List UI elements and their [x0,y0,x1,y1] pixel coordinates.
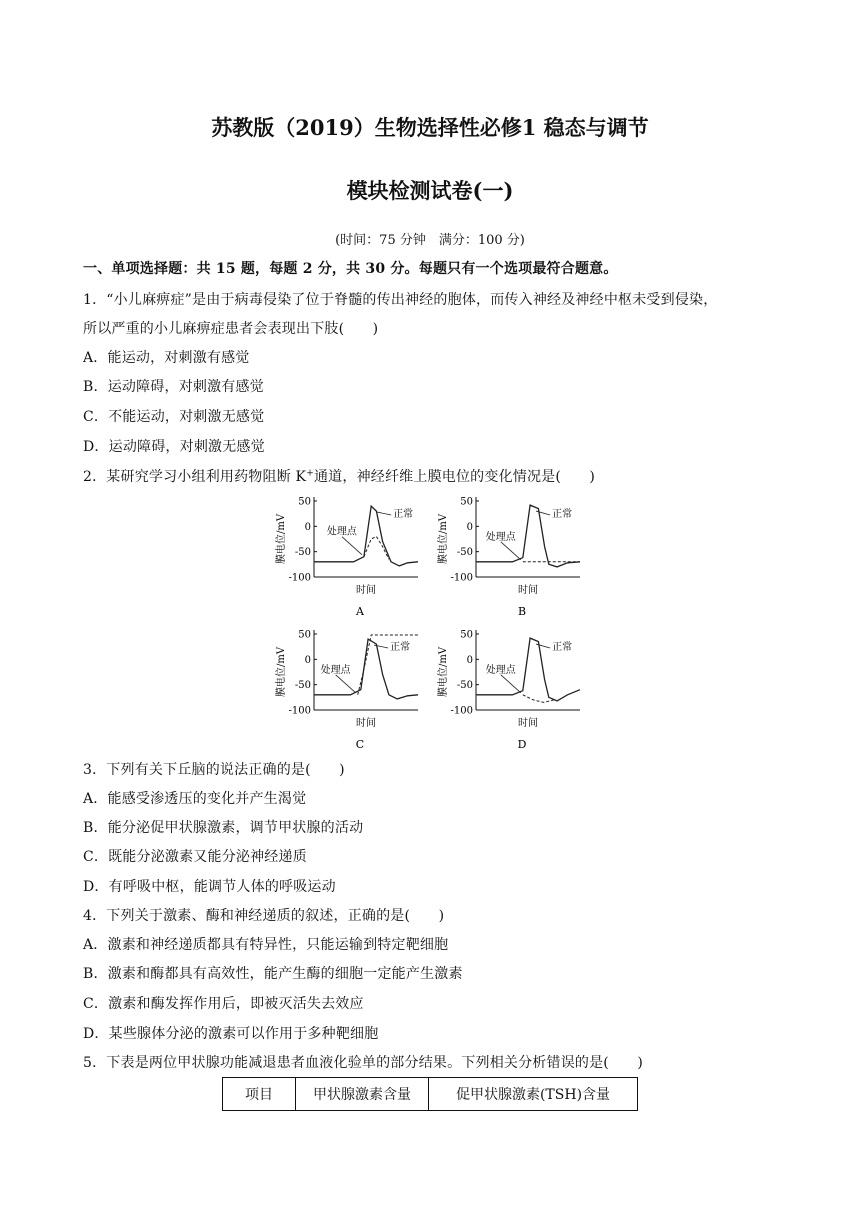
graph-d [432,628,592,756]
title-line-2: 模块检测试卷(一) [346,178,514,203]
q2-stem-sup: + [306,468,314,479]
normal-leader [536,644,550,648]
y-tick-label: -100 [288,572,311,584]
y-tick-label: -100 [450,572,473,584]
panel-label: C [355,738,365,751]
panel-label: D [517,738,527,751]
normal-label: 正常 [552,509,573,520]
normal-leader [536,511,550,515]
normal-label: 正常 [390,642,411,653]
panel-label: B [517,605,527,618]
q1-option-d: D．运动障碍，对刺激无感觉 [83,439,265,455]
q2-stem [83,466,595,486]
membrane-potential-chart [432,628,592,756]
y-axis-label: 膜电位/mV [438,513,449,565]
y-tick-label: 0 [466,654,473,666]
q3-option-a: A．能感受渗透压的变化并产生渴觉 [83,791,307,807]
panel-label: A [356,605,364,618]
y-tick-label: -50 [456,547,473,559]
q2-stem-pre: 2．某研究学习小组利用药物阻断 K [83,469,307,485]
q3-stem: 3．下列有关下丘脑的说法正确的是( ) [83,762,345,778]
table-header-tsh: 促甲状腺激素(TSH)含量 [429,1078,638,1111]
normal-label: 正常 [552,642,573,653]
q3-option-d: D．有呼吸中枢，能调节人体的呼吸运动 [83,879,336,895]
q1-option-b: B．运动障碍，对刺激有感觉 [83,379,264,395]
y-axis-label: 膜电位/mV [438,646,449,698]
y-tick-label: 50 [298,629,311,641]
membrane-potential-chart [270,628,430,756]
q1-stem-2: 所以严重的小儿麻痹症患者会表现出下肢( ) [83,321,379,337]
membrane-potential-chart [270,495,430,623]
normal-leader [374,645,388,648]
q1-option-a: A．能运动，对刺激有感觉 [83,350,250,366]
x-axis-label: 时间 [356,718,376,729]
graph-a [270,495,430,623]
normal-leader [377,512,391,515]
q4-option-b: B．激素和酶都具有高效性，能产生酶的细胞一定能产生激素 [83,966,463,982]
y-axis-label: 膜电位/mV [276,646,287,698]
q1-stem-1: 1．“小儿麻痹症”是由于病毒侵染了位于脊髓的传出神经的胞体，而传入神经及神经中枢未受到侵染， [83,292,718,308]
x-axis-label: 时间 [356,585,376,596]
y-tick-label: 0 [466,521,473,533]
treated-label: 处理点 [326,526,357,538]
table-header-item: 项目 [223,1078,296,1111]
q1-option-c: C．不能运动，对刺激无感觉 [83,409,265,425]
q4-option-d: D．某些腺体分泌的激素可以作用于多种靶细胞 [83,1026,379,1042]
x-axis-label: 时间 [518,585,538,596]
treated-label: 处理点 [485,664,516,676]
graph-c [270,628,430,756]
y-tick-label: -100 [450,705,473,717]
q5-stem: 5．下表是两位甲状腺功能减退患者血液化验单的部分结果。下列相关分析错误的是( ) [83,1055,644,1071]
treated-leader [501,542,521,560]
section-heading: 一、单项选择题：共 15 题，每题 2 分，共 30 分。每题只有一个选项最符合题意。 [83,261,618,277]
title-line-1: 苏教版（2019）生物选择性必修1 稳态与调节 [211,115,649,140]
y-axis-label: 膜电位/mV [276,513,287,565]
treated-leader [336,675,356,693]
y-tick-label: -100 [288,705,311,717]
y-tick-label: 0 [304,521,311,533]
y-tick-label: -50 [294,547,311,559]
table-row [223,1078,638,1111]
treated-leader [342,537,362,555]
y-tick-label: 50 [460,496,473,508]
y-tick-label: -50 [294,680,311,692]
y-tick-label: 50 [460,629,473,641]
q2-stem-post: 通道，神经纤维上膜电位的变化情况是( ) [313,469,596,485]
q4-stem: 4．下列关于激素、酶和神经递质的叙述，正确的是( ) [83,908,445,924]
membrane-potential-chart [432,495,592,623]
table-header-thyroid-hormone: 甲状腺激素含量 [296,1078,429,1111]
y-tick-label: 0 [304,654,311,666]
graph-b [432,495,592,623]
treated-label: 处理点 [485,531,516,543]
treated-curve [523,695,554,703]
q4-option-a: A．激素和神经递质都具有特异性，只能运输到特定靶细胞 [83,937,449,953]
x-axis-label: 时间 [518,718,538,729]
subtitle: (时间：75 分钟 满分：100 分) [335,233,525,248]
normal-label: 正常 [393,509,414,520]
treated-leader [501,675,521,693]
q3-option-b: B．能分泌促甲状腺激素，调节甲状腺的活动 [83,820,364,836]
q5-table [222,1077,638,1111]
q3-option-c: C．既能分泌激素又能分泌神经递质 [83,849,307,865]
treated-label: 处理点 [320,664,351,676]
q4-option-c: C．激素和酶发挥作用后，即被灭活失去效应 [83,996,364,1012]
y-tick-label: 50 [298,496,311,508]
y-tick-label: -50 [456,680,473,692]
